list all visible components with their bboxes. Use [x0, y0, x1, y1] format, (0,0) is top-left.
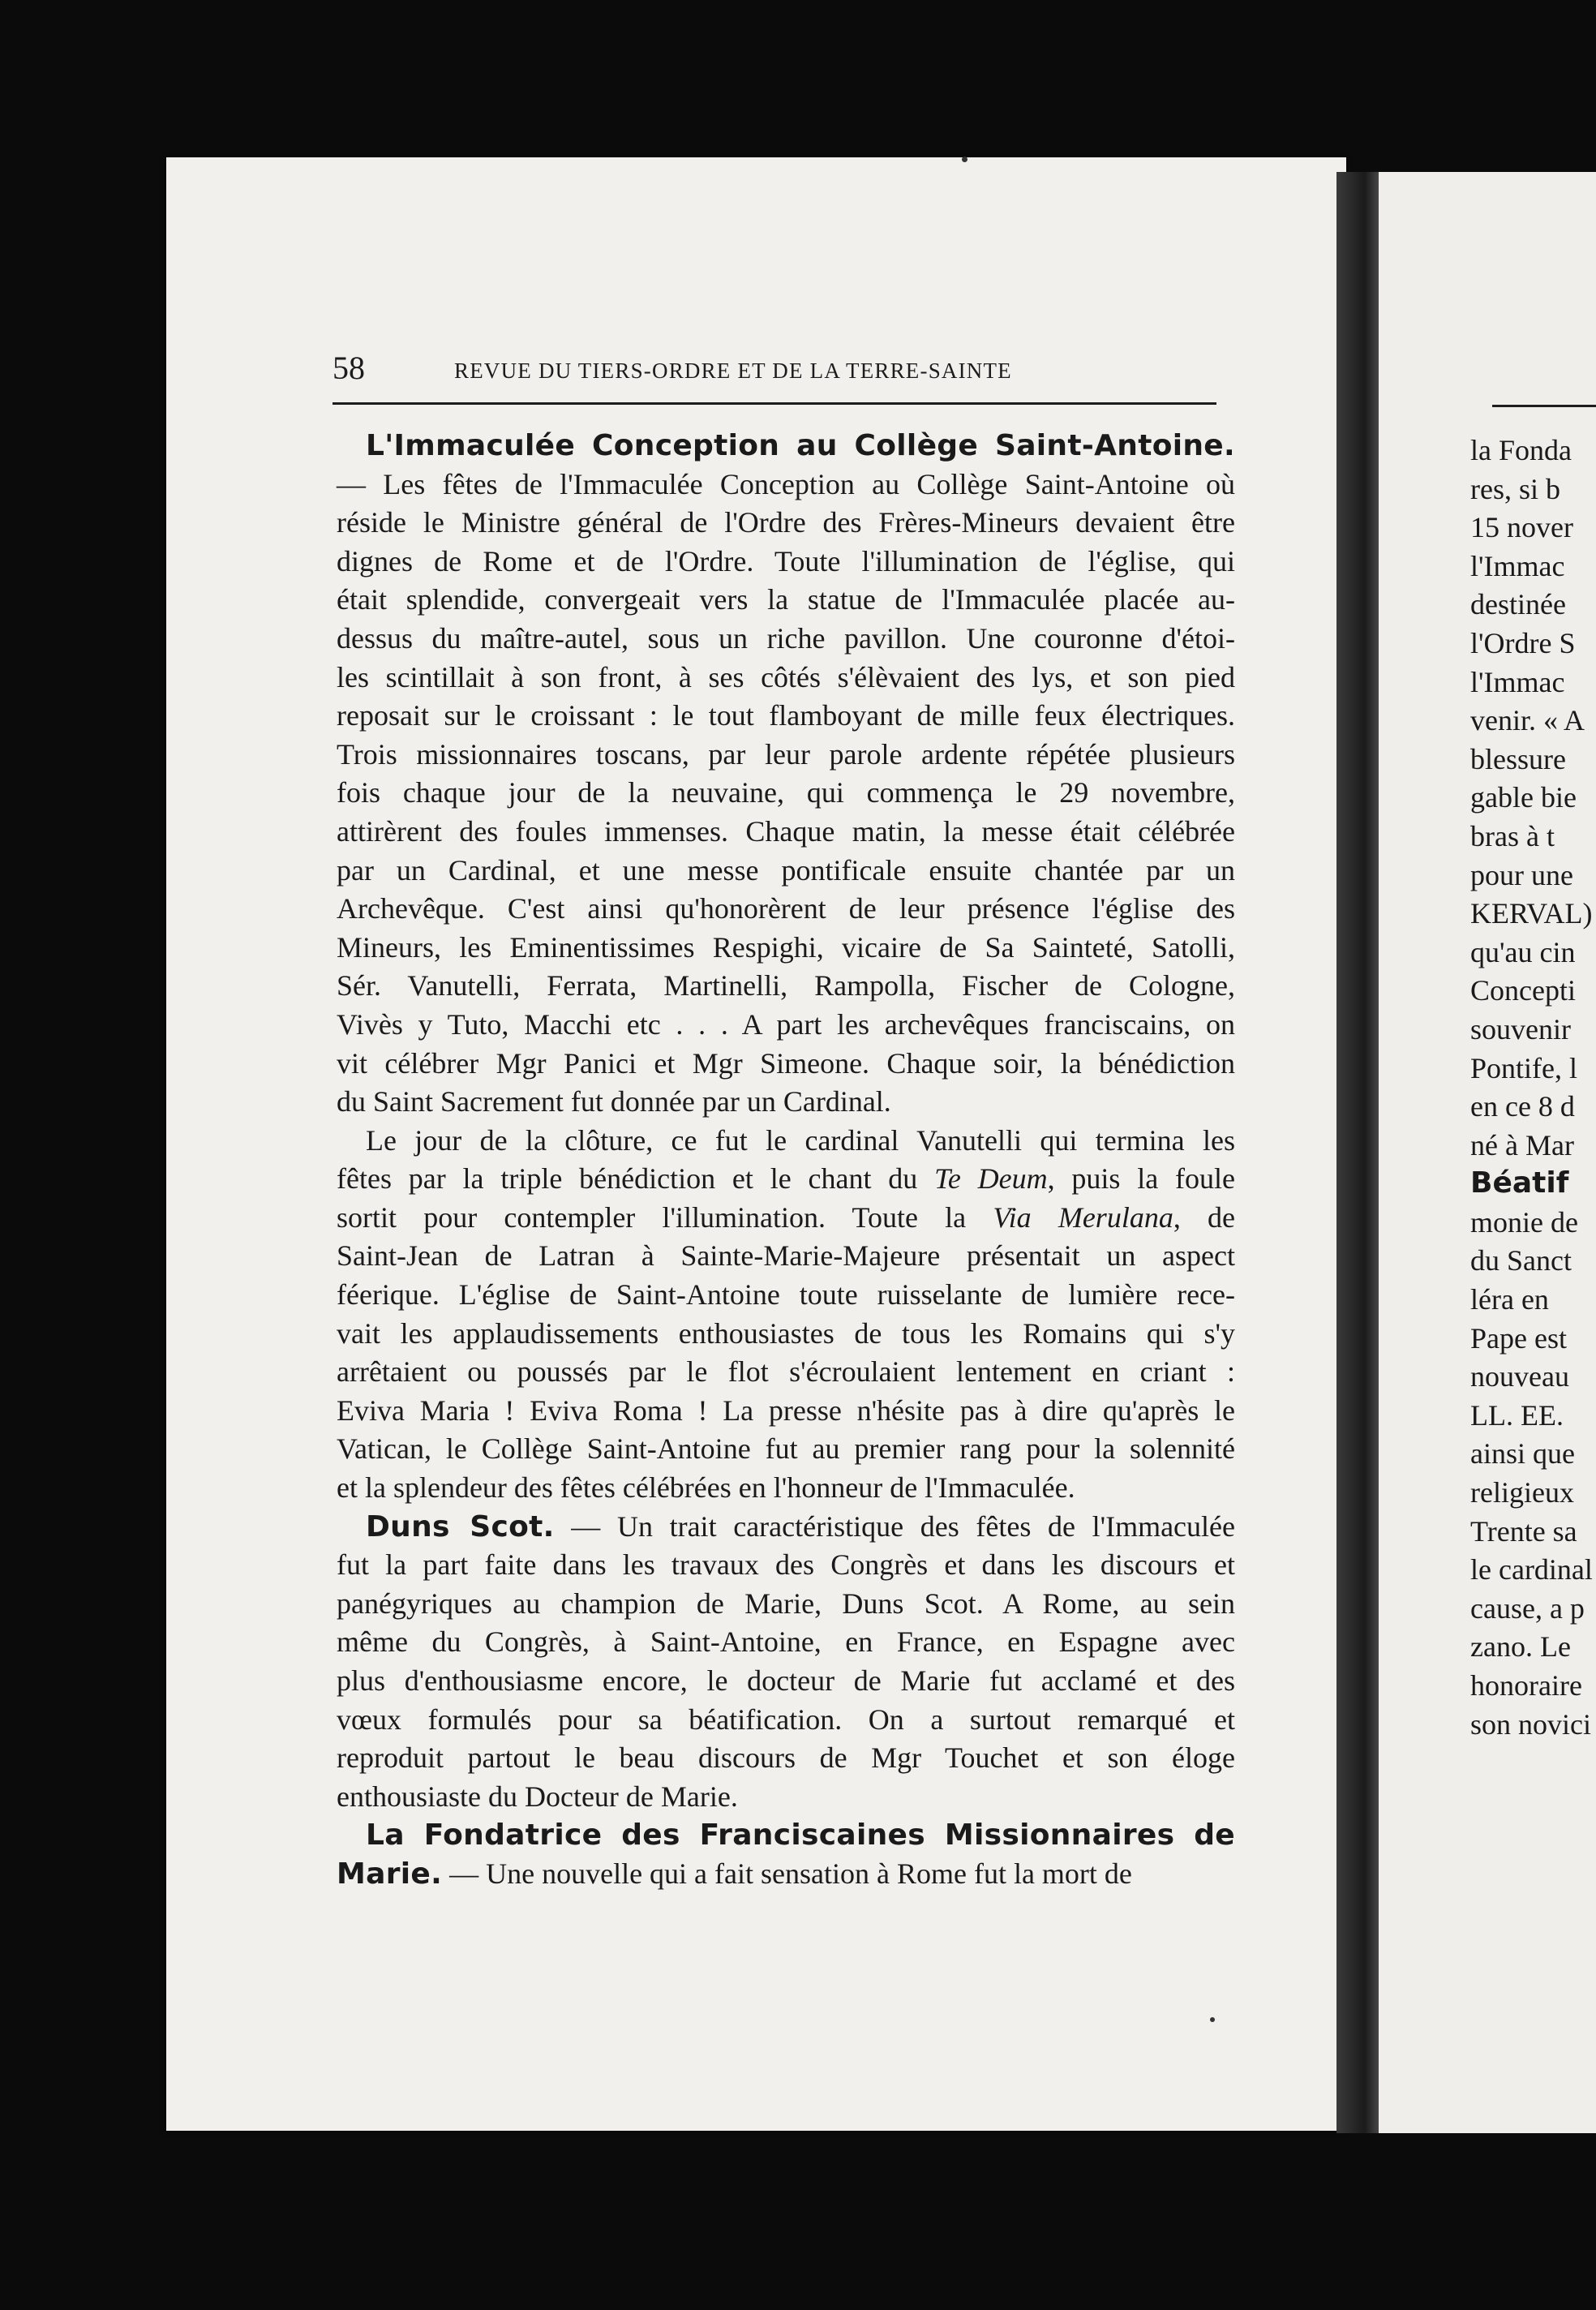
facing-page-line: né à Mar [1470, 1128, 1574, 1161]
page-number: 58 [332, 350, 365, 386]
article-body [337, 427, 1235, 1894]
facing-page-line: le cardinal [1470, 1553, 1593, 1587]
paragraph-line: réside le Ministre général de l'Ordre des Frères-Mineurs devaient être [337, 506, 1235, 539]
facing-page-line: honoraire [1470, 1669, 1582, 1702]
facing-page-line: KERVAL) [1470, 897, 1593, 930]
paragraph-line: les scintillait à son front, à ses côtés s'élèvaient des lys, et son pied [337, 660, 1235, 693]
paragraph-line: était splendide, convergeait vers la statue de l'Immaculée placée au- [337, 583, 1235, 616]
paragraph-line: reposait sur le croissant : le tout flamboyant de mille feux électriques. [337, 699, 1235, 732]
paragraph-line: du Saint Sacrement fut donnée par un Cardinal. [337, 1085, 891, 1119]
page-speck [1210, 2017, 1215, 2022]
paragraph-line: Marie. — Une nouvelle qui a fait sensation à Rome fut la mort de [337, 1857, 1132, 1891]
paragraph-line: arrêtaient ou poussés par le flot s'écroulaient lentement en criant : [337, 1355, 1235, 1389]
te-deum-italic: Te Deum [934, 1162, 1048, 1196]
facing-page-line: bras à t [1470, 819, 1555, 852]
facing-page-line: son novici [1470, 1707, 1591, 1741]
book-gutter [1336, 172, 1384, 2133]
paragraph-line: fêtes par la triple bénédiction et le chant du Te Deum, puis la foule [337, 1162, 1236, 1196]
facing-page-line: Pontife, l [1470, 1051, 1577, 1084]
facing-page-line: en ce 8 d [1470, 1090, 1575, 1123]
facing-page-line: Trente sa [1470, 1514, 1577, 1548]
section-heading: L'Immaculée Conception au Collège Saint-Antoine. [366, 429, 1235, 462]
paragraph-line: panégyriques au champion de Marie, Duns Scot. A Rome, au sein [337, 1587, 1235, 1620]
section-immaculee-paragraph [337, 466, 1235, 1122]
header-rule [332, 402, 1216, 405]
paragraph-line: fut la part faite dans les travaux des Congrès et dans les discours et [337, 1548, 1235, 1582]
facing-page-line: religieux [1470, 1476, 1574, 1509]
paragraph-line: dignes de Rome et de l'Ordre. Toute l'illumination de l'église, qui [337, 544, 1235, 578]
facing-page-line: blessure [1470, 742, 1566, 775]
paragraph-line: reproduit partout le beau discours de Mgr Touchet et son éloge [337, 1741, 1235, 1775]
running-head [332, 350, 1225, 388]
paragraph-line: Mineurs, les Eminentissimes Respighi, vicaire de Sa Sainteté, Satolli, [337, 930, 1235, 964]
section-heading: Duns Scot. — Un trait caractéristique des fêtes de l'Immaculée [366, 1509, 1235, 1544]
facing-page-line: la Fonda [1470, 434, 1572, 466]
facing-page-line: Béatif [1470, 1166, 1569, 1200]
paragraph-line: vœux formulés pour sa béatification. On a surtout remarqué et [337, 1702, 1235, 1736]
paragraph-line: vit célébrer Mgr Panici et Mgr Simeone. Chaque soir, la bénédiction [337, 1046, 1235, 1080]
facing-page [1379, 172, 1596, 2133]
paragraph-line: féerique. L'église de Saint-Antoine toute ruisselante de lumière rece- [337, 1278, 1235, 1312]
paragraph-line: enthousiaste du Docteur de Marie. [337, 1780, 738, 1813]
paragraph-line: Le jour de la clôture, ce fut le cardinal Vanutelli qui termina les [366, 1123, 1235, 1157]
facing-page-line: destinée [1470, 588, 1566, 621]
paragraph-line: par un Cardinal, et une messe pontificale ensuite chantée par un [337, 853, 1235, 887]
section-cloture-paragraph [337, 1237, 1235, 1507]
facing-page-text [1470, 433, 1593, 1745]
paragraph-line: — Les fêtes de l'Immaculée Conception au Collège Saint-Antoine où [337, 467, 1235, 500]
facing-page-line: léra en [1470, 1283, 1549, 1316]
facing-page-line: nouveau [1470, 1360, 1569, 1393]
paragraph-line: plus d'enthousiasme encore, le docteur de Marie fut acclamé et des [337, 1664, 1235, 1697]
paragraph-line: Saint-Jean de Latran à Sainte-Marie-Majeure présentait un aspect [337, 1239, 1235, 1273]
paragraph-line: même du Congrès, à Saint-Antoine, en France, en Espagne avec [337, 1625, 1235, 1659]
facing-page-line: cause, a p [1470, 1591, 1585, 1625]
facing-page-line: l'Immac [1470, 665, 1565, 698]
paragraph-line: fois chaque jour de la neuvaine, qui commença le 29 novembre, [337, 776, 1235, 809]
facing-page-line: res, si b [1470, 472, 1560, 505]
section-duns-scot-paragraph [337, 1546, 1235, 1816]
paragraph-line: Archevêque. C'est ainsi qu'honorèrent de leur présence l'église des [337, 892, 1235, 925]
paragraph-line: vait les applaudissements enthousiastes de tous les Romains qui s'y [337, 1316, 1235, 1350]
paragraph-line: Vivès y Tuto, Macchi etc . . . A part les archevêques franciscains, on [337, 1007, 1235, 1041]
paragraph-line: Trois missionnaires toscans, par leur parole ardente répétée plusieurs [337, 737, 1235, 771]
facing-page-line: du Sanct [1470, 1244, 1572, 1277]
facing-page-line: monie de [1470, 1205, 1578, 1239]
paragraph-line: sortit pour contempler l'illumination. Toute la Via Merulana, de [337, 1200, 1235, 1234]
section-heading: La Fondatrice des Franciscaines Missionnaires de [366, 1818, 1235, 1853]
facing-page-line: souvenir [1470, 1012, 1571, 1046]
paragraph-line: Eviva Maria ! Eviva Roma ! La presse n'hésite pas à dire qu'après le [337, 1393, 1235, 1427]
facing-page-line: qu'au cin [1470, 935, 1576, 968]
facing-page-rule [1492, 405, 1596, 407]
paragraph-line: et la splendeur des fêtes célébrées en l'honneur de l'Immaculée. [337, 1471, 1075, 1505]
page-speck [962, 157, 967, 162]
facing-page-line: Concepti [1470, 974, 1576, 1007]
via-merulana-italic: Via Merulana [993, 1200, 1173, 1234]
facing-page-line: Pape est [1470, 1321, 1567, 1355]
facing-page-line: venir. « A [1470, 704, 1585, 737]
paragraph-line: Sér. Vanutelli, Ferrata, Martinelli, Rampolla, Fischer de Cologne, [337, 969, 1235, 1003]
paragraph-line: Vatican, le Collège Saint-Antoine fut au premier rang pour la solennité [337, 1432, 1235, 1466]
facing-page-line: 15 nover [1470, 511, 1573, 544]
facing-page-line: gable bie [1470, 781, 1577, 814]
running-head-title: REVUE DU TIERS-ORDRE ET DE LA TERRE-SAINTE [454, 359, 1012, 383]
paragraph-line: attirèrent des foules immenses. Chaque matin, la messe était célébrée [337, 814, 1235, 848]
facing-page-line: l'Ordre S [1470, 626, 1576, 659]
facing-page-line: l'Immac [1470, 549, 1565, 582]
facing-page-line: pour une [1470, 858, 1573, 891]
facing-page-line: LL. EE. [1470, 1398, 1564, 1432]
facing-page-line: zano. Le [1470, 1630, 1571, 1664]
paragraph-line: dessus du maître-autel, sous un riche pavillon. Une couronne d'étoi- [337, 621, 1235, 655]
facing-page-line: ainsi que [1470, 1437, 1575, 1471]
